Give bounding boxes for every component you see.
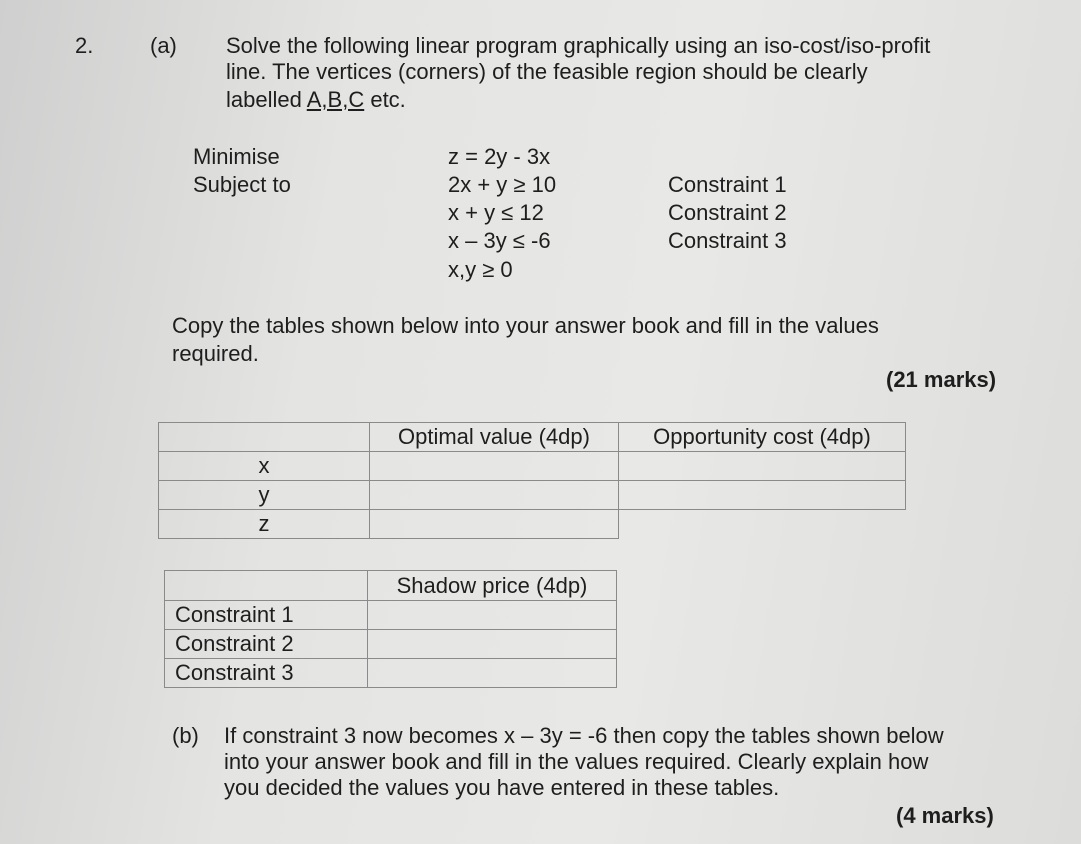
header-opportunity-cost: Opportunity cost (4dp)	[619, 423, 906, 452]
constraint-1-expr: 2x + y ≥ 10	[448, 172, 557, 197]
constraint-2-name: Constraint 2	[668, 200, 787, 225]
part-b-line-3: you decided the values you have entered in these tables.	[224, 775, 780, 800]
x-opportunity-cost-cell	[619, 452, 906, 481]
z-optimal-value-cell	[370, 510, 619, 539]
instruction-line-2: required.	[172, 341, 259, 366]
header-optimal-value: Optimal value (4dp)	[370, 423, 619, 452]
constraint-2-expr: x + y ≤ 12	[448, 200, 544, 225]
constraint-1-name: Constraint 1	[668, 172, 787, 197]
part-b-line-2: into your answer book and fill in the values required. Clearly explain how	[224, 749, 929, 774]
constraint-3-name: Constraint 3	[668, 228, 787, 253]
table-row	[159, 510, 906, 539]
table-header-cell	[159, 423, 370, 452]
table-row	[165, 601, 617, 630]
shadow-price-table	[164, 570, 617, 688]
table-row	[165, 630, 617, 659]
part-a-label: (a)	[150, 33, 177, 58]
nonnegativity: x,y ≥ 0	[448, 257, 513, 282]
z-empty-cell	[619, 510, 906, 539]
table-row	[159, 481, 906, 510]
constraint-1-shadow-price-cell	[368, 601, 617, 630]
marks-part-b: (4 marks)	[896, 803, 994, 828]
part-a-line-2: line. The vertices (corners) of the feasible region should be clearly	[226, 59, 868, 84]
instruction-line-1: Copy the tables shown below into your answer book and fill in the values	[172, 313, 879, 338]
optimal-values-table	[158, 422, 906, 539]
row-label-constraint-1: Constraint 1	[165, 601, 368, 630]
part-a-line-3-suffix: etc.	[364, 87, 406, 112]
table-row	[165, 659, 617, 688]
part-a-line-3	[226, 86, 406, 114]
table-row	[159, 452, 906, 481]
table-header-row	[165, 571, 617, 601]
row-label-constraint-3: Constraint 3	[165, 659, 368, 688]
table-header-cell	[165, 571, 368, 601]
row-label-z: z	[159, 510, 370, 539]
vertex-labels: A,B,C	[306, 87, 365, 112]
row-label-y: y	[159, 481, 370, 510]
part-a-line-1: Solve the following linear program graphically using an iso-cost/iso-profit	[226, 33, 931, 58]
header-shadow-price: Shadow price (4dp)	[368, 571, 617, 601]
constraint-2-shadow-price-cell	[368, 630, 617, 659]
y-optimal-value-cell	[370, 481, 619, 510]
row-label-x: x	[159, 452, 370, 481]
objective-function: z = 2y - 3x	[448, 144, 551, 169]
part-b-label: (b)	[172, 723, 199, 748]
subject-label: Subject to	[193, 172, 291, 197]
row-label-constraint-2: Constraint 2	[165, 630, 368, 659]
x-optimal-value-cell	[370, 452, 619, 481]
question-number: 2.	[75, 33, 94, 58]
objective-label: Minimise	[193, 144, 280, 169]
part-b-line-1: If constraint 3 now becomes x – 3y = -6 then copy the tables shown below	[224, 723, 944, 748]
part-a-line-3-prefix: labelled	[226, 87, 307, 112]
y-opportunity-cost-cell	[619, 481, 906, 510]
constraint-3-shadow-price-cell	[368, 659, 617, 688]
marks-part-a: (21 marks)	[886, 367, 997, 392]
constraint-3-expr: x – 3y ≤ -6	[448, 228, 551, 253]
table-header-row	[159, 423, 906, 452]
